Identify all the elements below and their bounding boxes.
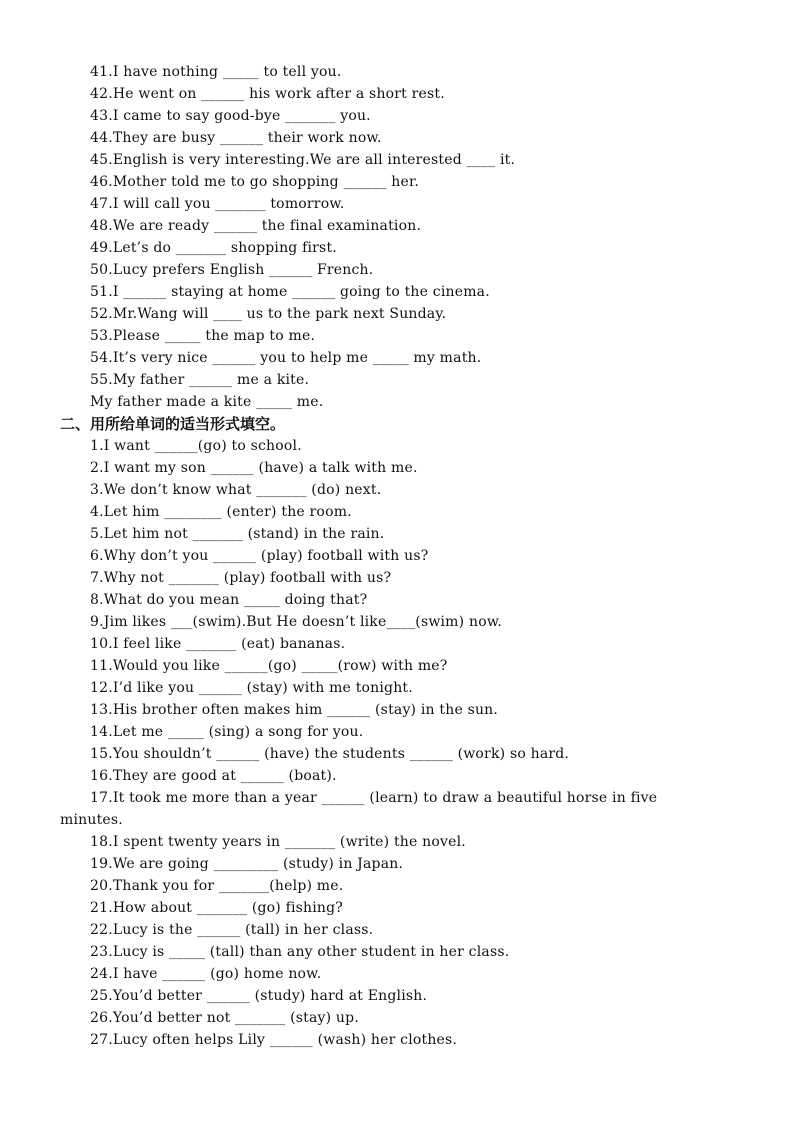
part1-list	[60, 61, 750, 413]
exercise-item: 6.Why don’t you ______ (play) football with us?	[90, 548, 429, 564]
exercise-item: 3.We don’t know what _______ (do) next.	[90, 482, 382, 498]
part2-list	[60, 435, 750, 1051]
exercise-item: 23.Lucy is _____ (tall) than any other student in her class.	[90, 944, 510, 960]
exercise-item: 49.Let’s do _______ shopping first.	[90, 240, 337, 256]
exercise-item-continuation: minutes.	[60, 812, 123, 828]
exercise-item: 42.He went on ______ his work after a short rest.	[90, 86, 445, 102]
exercise-item: 15.You shouldn’t ______ (have) the students ______ (work) so hard.	[90, 746, 570, 762]
exercise-content	[60, 61, 750, 1051]
section-heading: 二、用所给单词的适当形式填空。	[60, 415, 286, 433]
exercise-item: 44.They are busy ______ their work now.	[90, 130, 382, 146]
exercise-item: 52.Mr.Wang will ____ us to the park next Sunday.	[90, 306, 447, 322]
exercise-item: 9.Jim likes ___(swim).But He doesn’t like____(swim) now.	[90, 614, 502, 630]
exercise-item: 46.Mother told me to go shopping ______ her.	[90, 174, 420, 190]
exercise-item: 5.Let him not _______ (stand) in the rain.	[90, 526, 385, 542]
exercise-item: 45.English is very interesting.We are all interested ____ it.	[90, 152, 516, 168]
exercise-item: 11.Would you like ______(go) _____(row) with me?	[90, 658, 448, 674]
exercise-item: 53.Please _____ the map to me.	[90, 328, 316, 344]
exercise-item: 18.I spent twenty years in _______ (write) the novel.	[90, 834, 466, 850]
exercise-item: 14.Let me _____ (sing) a song for you.	[90, 724, 364, 740]
exercise-item: 7.Why not _______ (play) football with us?	[90, 570, 392, 586]
exercise-item: 2.I want my son ______ (have) a talk with me.	[90, 460, 418, 476]
exercise-item: 13.His brother often makes him ______ (stay) in the sun.	[90, 702, 499, 718]
exercise-item: 41.I have nothing _____ to tell you.	[90, 64, 342, 80]
exercise-item: 8.What do you mean _____ doing that?	[90, 592, 368, 608]
exercise-item: 10.I feel like _______ (eat) bananas.	[90, 636, 346, 652]
exercise-item: 4.Let him ________ (enter) the room.	[90, 504, 352, 520]
exercise-item: My father made a kite _____ me.	[90, 394, 324, 410]
exercise-item: 12.I’d like you ______ (stay) with me tonight.	[90, 680, 413, 696]
exercise-item: 25.You’d better ______ (study) hard at English.	[90, 988, 428, 1004]
exercise-item: 27.Lucy often helps Lily ______ (wash) her clothes.	[90, 1032, 458, 1048]
exercise-item: 21.How about _______ (go) fishing?	[90, 900, 344, 916]
exercise-item: 48.We are ready ______ the final examination.	[90, 218, 422, 234]
exercise-item: 1.I want ______(go) to school.	[90, 438, 302, 454]
exercise-item: 50.Lucy prefers English ______ French.	[90, 262, 374, 278]
exercise-item: 43.I came to say good-bye _______ you.	[90, 108, 371, 124]
exercise-item: 20.Thank you for _______(help) me.	[90, 878, 344, 894]
exercise-item: 22.Lucy is the ______ (tall) in her class.	[90, 922, 374, 938]
exercise-item: 47.I will call you _______ tomorrow.	[90, 196, 345, 212]
exercise-item: 51.I ______ staying at home ______ going to the cinema.	[90, 284, 490, 300]
exercise-item: 16.They are good at ______ (boat).	[90, 768, 337, 784]
exercise-item: 54.It’s very nice ______ you to help me _____ my math.	[90, 350, 482, 366]
exercise-item: 26.You’d better not _______ (stay) up.	[90, 1010, 359, 1026]
exercise-item: 17.It took me more than a year ______ (learn) to draw a beautiful horse in five	[90, 790, 658, 806]
exercise-item: 24.I have ______ (go) home now.	[90, 966, 322, 982]
exercise-item: 55.My father ______ me a kite.	[90, 372, 310, 388]
exercise-item: 19.We are going _________ (study) in Japan.	[90, 856, 404, 872]
